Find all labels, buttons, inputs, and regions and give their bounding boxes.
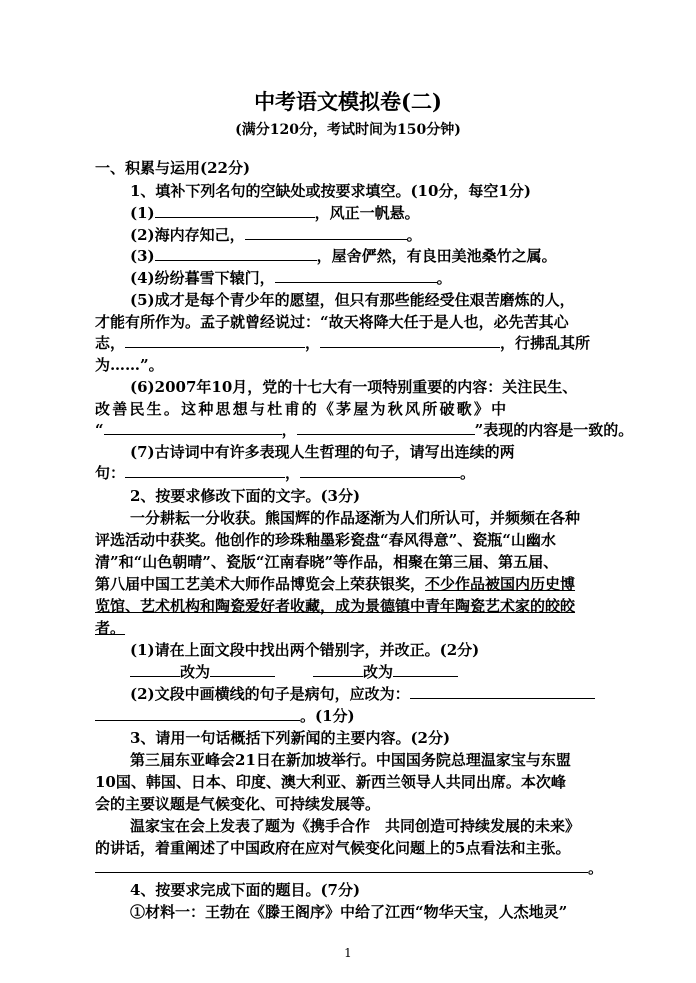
q4-stem: 4、按要求完成下面的题目。(7分) <box>130 881 361 899</box>
q1-item-7-line-2 <box>95 463 475 483</box>
q4-material-1: ①材料一：王勃在《滕王阁序》中给了江西“物华天宝，人杰地灵” <box>130 903 568 921</box>
q2-passage-line-4 <box>95 574 575 594</box>
q1-item-1-text: ，风正一帆悬。 <box>314 204 420 222</box>
q2-sub-2-text: (2)文段中画横线的句子是病句，应改为： <box>130 685 410 703</box>
answer-blank[interactable] <box>410 684 595 699</box>
q1-item-5-text: 志， <box>95 334 126 352</box>
q1-item-4-text: (4)纷纷暮雪下辕门， <box>130 269 275 287</box>
q2-sub-1-answer <box>130 662 458 682</box>
answer-blank[interactable] <box>313 662 363 677</box>
q2-passage-line-3: 清”和“山色朝晴”、瓷版“江南春晓”等作品，相聚在第三届、第五届、 <box>95 553 559 571</box>
q3-answer-line <box>95 858 603 878</box>
answer-blank[interactable] <box>125 463 285 478</box>
q2-passage-line-2: 评选活动中获奖。他创作的珍珠釉墨彩瓷盘“春风得意”、瓷瓶“山幽水 <box>95 531 556 549</box>
q1-item-6-quote-open: “ <box>95 421 104 439</box>
q3-stem: 3、请用一句话概括下列新闻的主要内容。(2分) <box>130 729 451 747</box>
q1-item-5-text-end: ，行拂乱其所 <box>500 334 591 352</box>
q3-passage-line-5: 的讲话，着重阐述了中国政府在应对气候变化问题上的5点看法和主张。 <box>95 839 571 857</box>
q2-passage-line-1: 一分耕耘一分收获。熊国辉的作品逐渐为人们所认可，并频频在各种 <box>130 509 581 527</box>
fix-label: 改为 <box>363 663 394 681</box>
answer-blank[interactable] <box>104 420 282 435</box>
q1-item-3-text: ，屋舍俨然，有良田美池桑竹之属。 <box>316 247 557 265</box>
q1-item-6-line-1: (6)2007年10月，党的十七大有一项特别重要的内容：关注民生、 <box>130 378 578 396</box>
q1-item-7-line-1: (7)古诗词中有许多表现人生哲理的句子，请写出连续的两 <box>130 443 515 461</box>
q1-item-7-comma: ， <box>285 464 301 482</box>
answer-blank[interactable] <box>125 333 305 348</box>
answer-blank[interactable] <box>155 246 317 261</box>
answer-blank[interactable] <box>320 333 500 348</box>
q3-passage-line-4: 温家宝在会上发表了题为《携手合作 共同创造可持续发展的未来》 <box>130 817 581 835</box>
q1-item-2-end: 。 <box>406 226 422 244</box>
q1-item-3 <box>130 246 557 266</box>
q1-stem: 1、填补下列名句的空缺处或按要求填空。(10分，每空1分) <box>130 182 531 200</box>
q2-passage-text: 第八届中国工艺美术大师作品博览会上荣获银奖， <box>95 575 426 593</box>
q1-item-2-text: (2)海内存知己， <box>130 226 245 244</box>
q1-item-5-comma: ， <box>305 334 321 352</box>
q1-item-7-text: 句： <box>95 464 126 482</box>
q1-item-5-line-2: 才能有所作为。孟子就曾经说过：“故天将降大任于是人也，必先苦其心 <box>95 313 569 331</box>
q3-passage-line-1: 第三届东亚峰会21日在新加坡举行。中国国务院总理温家宝与东盟 <box>130 751 571 769</box>
q1-item-2 <box>130 225 422 245</box>
q1-item-1 <box>130 203 420 223</box>
fix-label: 改为 <box>180 663 211 681</box>
answer-blank[interactable] <box>245 225 407 240</box>
answer-blank[interactable] <box>130 662 180 677</box>
answer-blank[interactable] <box>300 463 460 478</box>
answer-blank[interactable] <box>155 203 315 218</box>
q2-underlined-sentence: 者。 <box>95 619 126 637</box>
q1-item-4-end: 。 <box>436 269 452 287</box>
q1-item-5-line-3 <box>95 333 590 353</box>
answer-blank[interactable] <box>297 420 475 435</box>
page-title: 中考语文模拟卷(二) <box>254 89 442 114</box>
q1-item-7-end: 。 <box>460 464 476 482</box>
q2-sub-2-score: 。(1分) <box>300 707 355 725</box>
answer-blank[interactable] <box>275 268 437 283</box>
q1-item-5-line-4: 为……”。 <box>95 356 164 374</box>
q3-passage-line-2: 10国、韩国、日本、印度、澳大利亚、新西兰领导人共同出席。本次峰 <box>95 773 566 791</box>
q1-item-1-label: (1) <box>130 204 155 222</box>
q1-item-4 <box>130 268 452 288</box>
q2-stem: 2、按要求修改下面的文字。(3分) <box>130 487 361 505</box>
q1-item-5-line-1: (5)成才是每个青少年的愿望，但只有那些能经受住艰苦磨炼的人， <box>130 291 575 309</box>
answer-blank[interactable] <box>393 662 458 677</box>
answer-blank[interactable] <box>210 662 275 677</box>
q2-sub-2-continued <box>95 706 355 726</box>
section-heading: 一、积累与运用(22分) <box>95 159 251 177</box>
answer-blank[interactable] <box>95 706 300 721</box>
q2-sub-2 <box>130 684 595 704</box>
q2-underlined-sentence: 览馆、艺术机构和陶瓷爱好者收藏，成为景德镇中青年陶瓷艺术家的皎皎 <box>95 597 576 615</box>
q2-underlined-sentence: 不少作品被国内历史博 <box>425 575 576 593</box>
q1-item-6-comma: ， <box>281 421 297 439</box>
q1-item-6-text-end: ”表现的内容是一致的。 <box>474 421 634 439</box>
q3-passage-line-3: 会的主要议题是气候变化、可持续发展等。 <box>95 795 381 813</box>
page-number: 1 <box>344 946 352 960</box>
q1-item-6-line-3 <box>95 420 633 440</box>
page-subtitle: (满分120分，考试时间为150分钟) <box>235 122 461 138</box>
q1-item-6-line-2: 改 善 民 生 。 这 种 思 想 与 杜 甫 的 《 茅 屋 为 秋 风 所 破 歌 》 中 <box>95 400 505 418</box>
answer-blank[interactable] <box>95 858 588 873</box>
q3-answer-end: 。 <box>588 859 604 877</box>
q2-sub-1: (1)请在上面文段中找出两个错别字，并改正。(2分) <box>130 641 480 659</box>
q1-item-3-label: (3) <box>130 247 155 265</box>
